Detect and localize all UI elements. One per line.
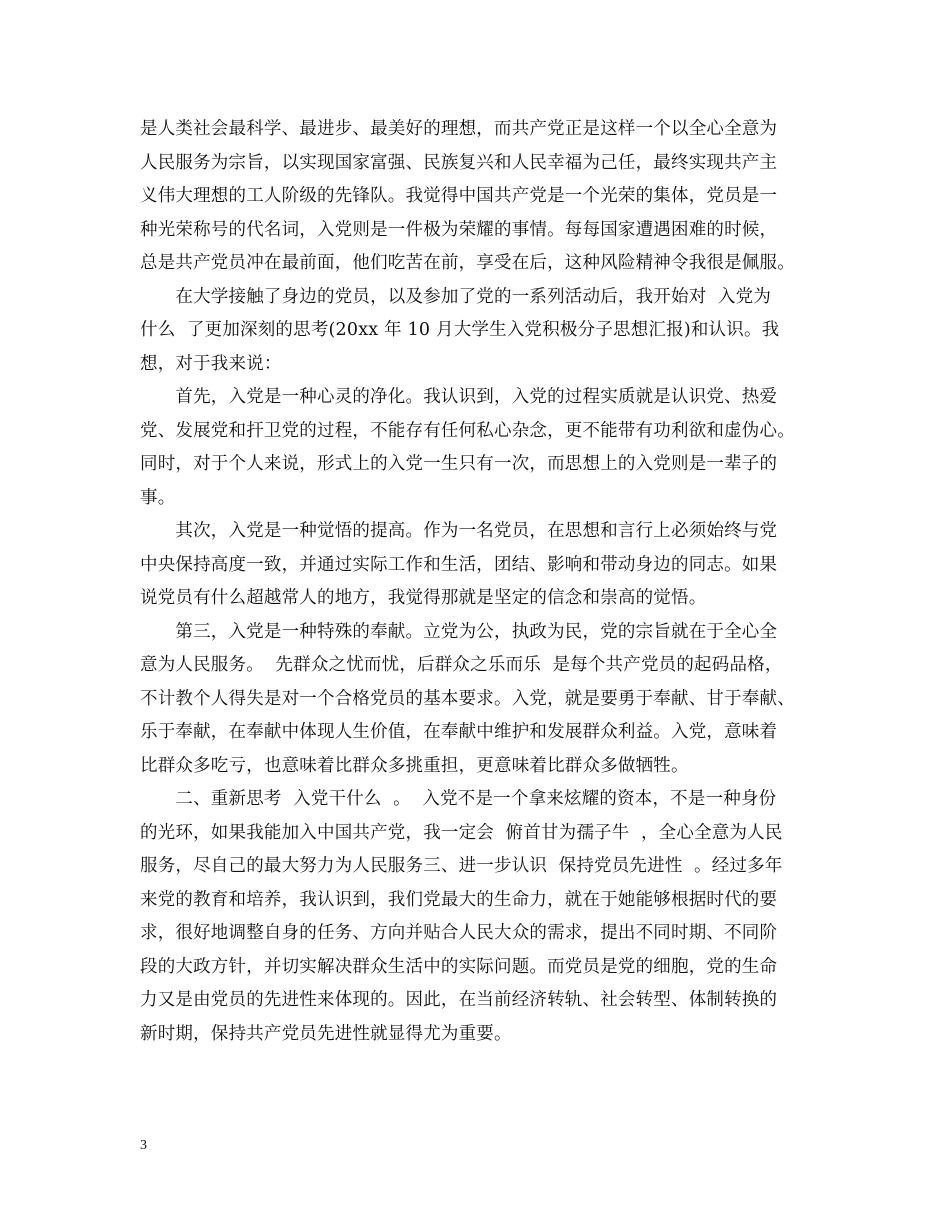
text-line-21: 二、重新思考 入党干什么 。 入党不是一个拿来炫耀的资本，不是一种身份 bbox=[140, 789, 777, 809]
text-line-22: 的光环，如果我能加入中国共产党，我一定会 俯首甘为孺子牛 ，全心全意为人民 bbox=[140, 822, 783, 843]
text-line-11: 同时，对于个人来说，形式上的入党一生只有一次，而思想上的入党则是一辈子的 bbox=[140, 454, 778, 474]
text-line-13: 其次，入党是一种觉悟的提高。作为一名党员，在思想和言行上必须始终与党 bbox=[140, 521, 778, 541]
text-line-14: 中央保持高度一致，并通过实际工作和生活，团结、影响和带动身边的同志。如果 bbox=[140, 554, 778, 575]
text-line-3: 义伟大理想的工人阶级的先锋队。我觉得中国共产党是一个光荣的集体，党员是一 bbox=[140, 186, 778, 206]
text-line-4: 种光荣称号的代名词，入党则是一件极为荣耀的事情。每每国家遭遇困难的时候， bbox=[140, 219, 778, 240]
text-line-23: 服务，尽自己的最大努力为人民服务三、进一步认识 保持党员先进性 。经过多年 bbox=[140, 856, 783, 876]
text-line-9: 首先，入党是一种心灵的净化。我认识到，入党的过程实质就是认识党、热爱 bbox=[140, 387, 778, 407]
text-line-24: 来党的教育和培养，我认识到，我们党最大的生命力，就在于她能够根据时代的要 bbox=[140, 889, 778, 910]
text-line-15: 说党员有什么超越常人的地方，我觉得那就是坚定的信念和崇高的觉悟。 bbox=[140, 588, 707, 608]
text-line-20: 比群众多吃亏，也意味着比群众多挑重担，更意味着比群众多做牺牲。 bbox=[140, 755, 689, 776]
text-line-5: 总是共产党员冲在最前面，他们吃苦在前，享受在后，这种风险精神令我很是佩服。 bbox=[140, 253, 795, 273]
text-line-17: 意为人民服务。 先群众之忧而忧，后群众之乐而乐 是每个共产党员的起码品格， bbox=[140, 655, 783, 675]
text-line-28: 新时期，保持共产党员先进性就显得尤为重要。 bbox=[140, 1023, 512, 1044]
text-line-2: 人民服务为宗旨，以实现国家富强、民族复兴和人民幸福为己任，最终实现共产主 bbox=[140, 152, 778, 173]
page-number: 3 bbox=[140, 1138, 147, 1153]
text-line-19: 乐于奉献，在奉献中体现人生价值，在奉献中维护和发展群众利益。入党，意味着 bbox=[140, 722, 778, 742]
text-line-25: 求，很好地调整自身的任务、方向并贴合人民大众的需求，提出不同时期、不同阶 bbox=[140, 923, 778, 943]
document-body bbox=[140, 113, 840, 1051]
text-line-6: 在大学接触了身边的党员，以及参加了党的一系列活动后，我开始对 入党为 bbox=[140, 286, 772, 307]
text-line-10: 党、发展党和扞卫党的过程，不能存有任何私心杂念，更不能带有功利欲和虚伪心。 bbox=[140, 420, 795, 441]
text-line-7: 什么 了更加深刻的思考(20xx 年 10 月大学生入党积极分子思想汇报)和认识。我 bbox=[140, 320, 780, 340]
text-line-16: 第三，入党是一种特殊的奉献。立党为公，执政为民，党的宗旨就在于全心全 bbox=[140, 621, 778, 642]
text-line-26: 段的大政方针，并切实解决群众生活中的实际问题。而党员是党的细胞，党的生命 bbox=[140, 956, 778, 977]
text-line-12: 事。 bbox=[140, 487, 176, 508]
text-line-1: 是人类社会最科学、最进步、最美好的理想，而共产党正是这样一个以全心全意为 bbox=[140, 119, 778, 139]
text-line-8: 想，对于我来说： bbox=[140, 353, 282, 374]
text-line-18: 不计教个人得失是对一个合格党员的基本要求。入党，就是要勇于奉献、甘于奉献、 bbox=[140, 688, 795, 709]
text-line-27: 力又是由党员的先进性来体现的。因此，在当前经济转轨、社会转型、体制转换的 bbox=[140, 990, 778, 1010]
